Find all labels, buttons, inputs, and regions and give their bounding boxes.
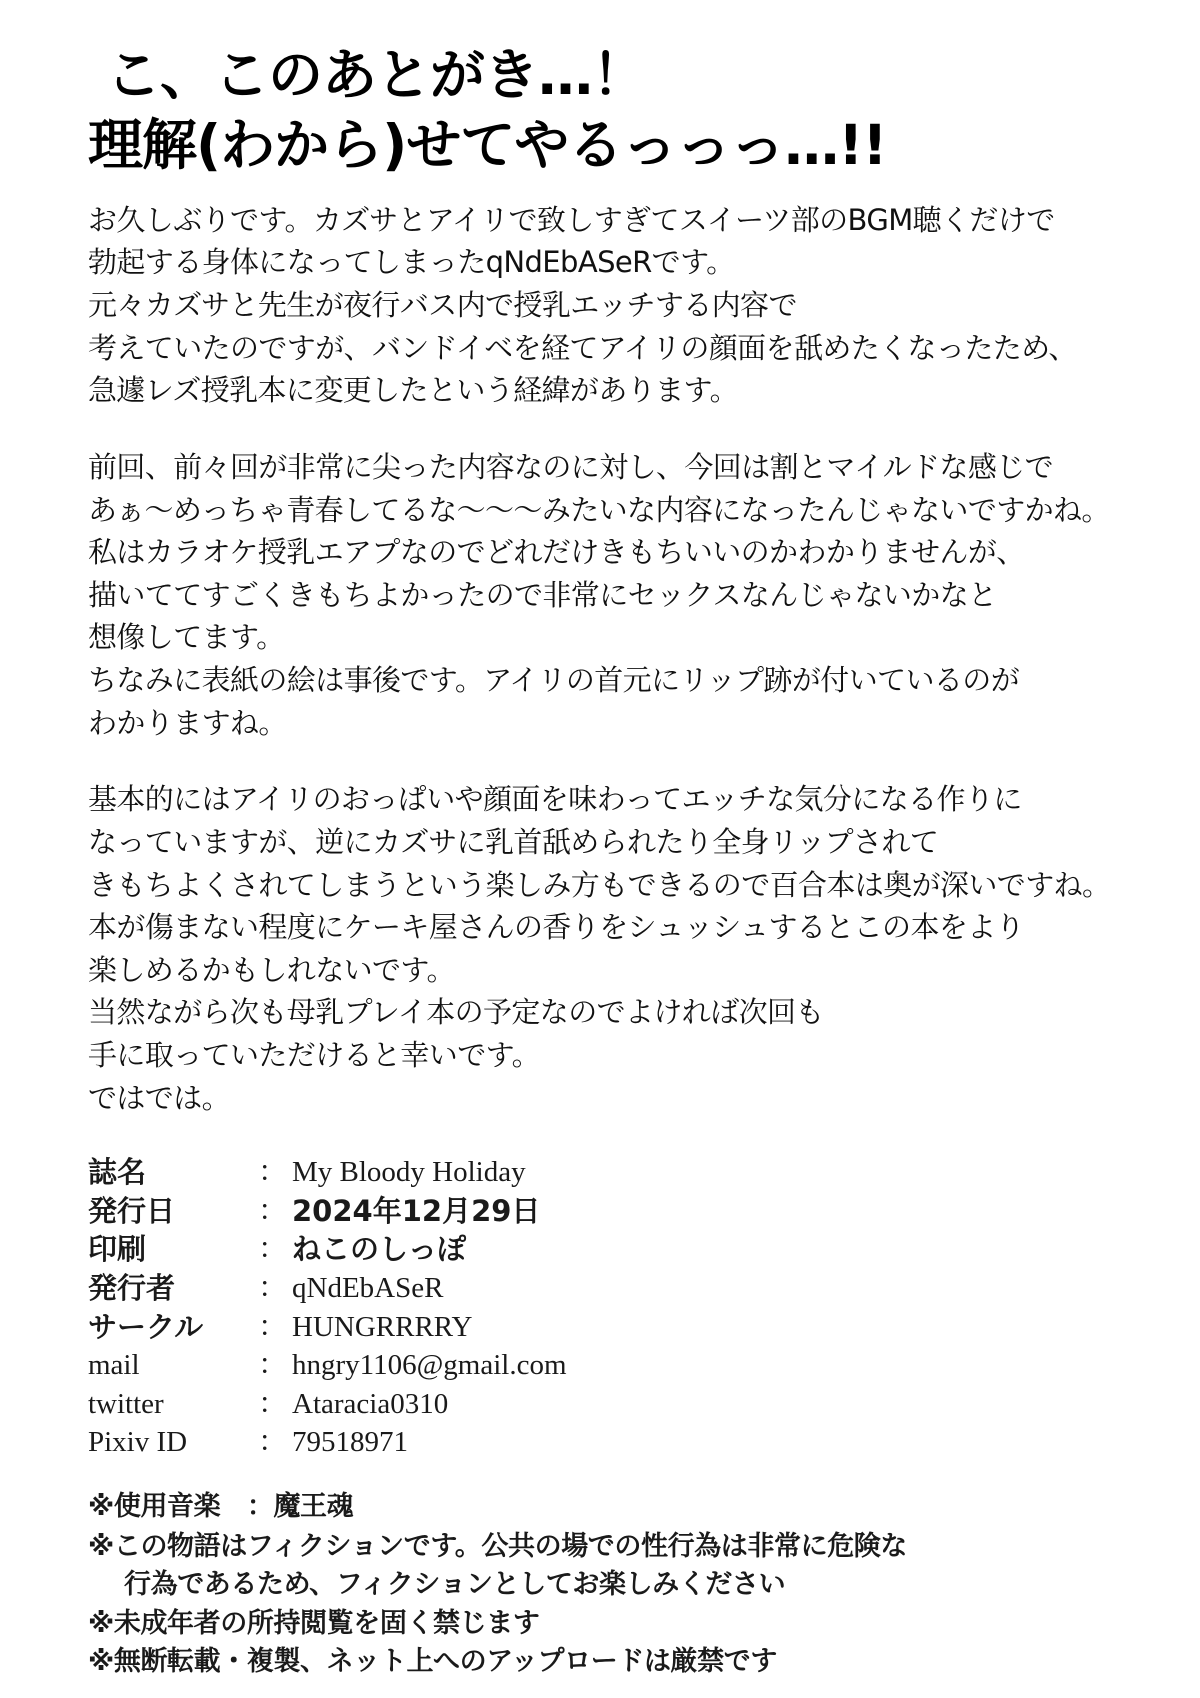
colophon-value: 2024年12月29日 — [292, 1193, 541, 1228]
colophon-separator: ： — [258, 1426, 288, 1459]
table-row — [88, 1153, 567, 1192]
paragraph-line: 本が傷まない程度にケーキ屋さんの香りをシュッシュするとこの本をより — [88, 910, 1025, 945]
title-line-2: 理解(わから)せてやるっっっ…!! — [88, 113, 887, 178]
paragraph-line: 想像してます。 — [88, 620, 285, 655]
colophon-separator: ： — [258, 1233, 288, 1266]
paragraph-3 — [88, 778, 1120, 1119]
colophon-key: サークル — [88, 1309, 204, 1344]
colophon-separator: ： — [258, 1194, 288, 1227]
note-fiction-line-1: ※この物語はフィクションです。公共の場での性行為は非常に危険な — [88, 1531, 907, 1563]
paragraph-line: なっていますが、逆にカズサに乳首舐められたり全身リップされて — [88, 824, 939, 859]
paragraph-line: わかりますね。 — [88, 705, 287, 740]
colophon-value: My Bloody Holiday — [292, 1156, 526, 1189]
paragraph-line: 考えていたのですが、バンドイベを経てアイリの顔面を舐めたくなったため、 — [88, 330, 1077, 365]
paragraph-line: 私はカラオケ授乳エアプなのでどれだけきもちいいのかわかりませんが、 — [88, 535, 1025, 570]
note-music: ※使用音楽 ：魔王魂 — [88, 1490, 354, 1522]
paragraph-line: ちなみに表紙の絵は事後です。アイリの首元にリップ跡が付いているのが — [88, 663, 1020, 698]
colophon-key: 発行日 — [88, 1193, 176, 1228]
table-row — [88, 1346, 567, 1385]
table-row — [88, 1230, 567, 1269]
title-line-1: こ、このあとがき…！ — [106, 43, 647, 107]
colophon-value: qNdEbASeR — [292, 1271, 444, 1304]
paragraph-line: きもちよくされてしまうという楽しみ方もできるので百合本は奥が深いですね。 — [88, 867, 1111, 902]
paragraph-line: あぁ〜めっちゃ青春してるな〜〜〜みたいな内容になったんじゃないですかね。 — [88, 492, 1110, 527]
page-title — [88, 40, 1120, 181]
table-row — [88, 1423, 567, 1462]
colophon-value-twitter[interactable]: Ataracia0310 — [292, 1387, 449, 1420]
colophon-key: mail — [88, 1349, 140, 1382]
colophon-separator: ： — [258, 1156, 288, 1189]
paragraph-1 — [88, 199, 1120, 412]
colophon-separator: ： — [258, 1310, 288, 1343]
notes-block — [88, 1488, 1120, 1682]
colophon-separator: ： — [258, 1349, 288, 1382]
colophon-key: twitter — [88, 1387, 164, 1420]
paragraph-line: 楽しめるかもしれないです。 — [88, 952, 455, 987]
colophon-key: 発行者 — [88, 1270, 176, 1305]
paragraph-2 — [88, 446, 1120, 744]
table-row — [88, 1308, 567, 1347]
colophon-separator: ： — [258, 1387, 288, 1420]
paragraph-line: 当然ながら次も母乳プレイ本の予定なのでよければ次回も — [88, 995, 824, 1030]
colophon-value: ねこのしっぽ — [292, 1232, 467, 1267]
paragraph-line: 描いててすごくきもちよかったので非常にセックスなんじゃないかなと — [88, 577, 997, 612]
paragraph-line: 手に取っていただけると幸いです。 — [88, 1038, 541, 1073]
colophon-value: HUNGRRRRY — [292, 1310, 473, 1343]
table-row — [88, 1269, 567, 1308]
colophon-key: Pixiv ID — [88, 1426, 188, 1459]
paragraph-line: 元々カズサと先生が夜行バス内で授乳エッチする内容で — [88, 288, 797, 323]
note-minors: ※未成年者の所持閲覧を固く禁じます — [88, 1607, 540, 1639]
paragraph-line: 前回、前々回が非常に尖った内容なのに対し、今回は割とマイルドな感じで — [88, 449, 1054, 484]
paragraph-line: 急遽レズ授乳本に変更したという経緯があります。 — [88, 373, 739, 408]
paragraph-line: ではでは。 — [88, 1080, 231, 1115]
paragraph-line: お久しぶりです。カズサとアイリで致しすぎてスイーツ部のBGM聴くだけで — [88, 202, 1055, 237]
paragraph-line: 勃起する身体になってしまったqNdEbASeRです。 — [88, 245, 735, 280]
colophon-table — [88, 1153, 567, 1462]
colophon-value-mail[interactable]: hngry1106@gmail.com — [292, 1349, 567, 1382]
table-row — [88, 1385, 567, 1424]
colophon-key: 誌名 — [88, 1155, 147, 1190]
table-row — [88, 1192, 567, 1231]
colophon-value-pixiv-id[interactable]: 79518971 — [292, 1426, 408, 1459]
note-fiction-line-2: 行為であるため、フィクションとしてお楽しみください — [124, 1569, 786, 1601]
colophon-separator: ： — [258, 1271, 288, 1304]
note-repost: ※無断転載・複製、ネット上へのアップロードは厳禁です — [88, 1646, 777, 1678]
paragraph-line: 基本的にはアイリのおっぱいや顔面を味わってエッチな気分になる作りに — [88, 782, 1022, 817]
colophon-key: 印刷 — [88, 1232, 147, 1267]
